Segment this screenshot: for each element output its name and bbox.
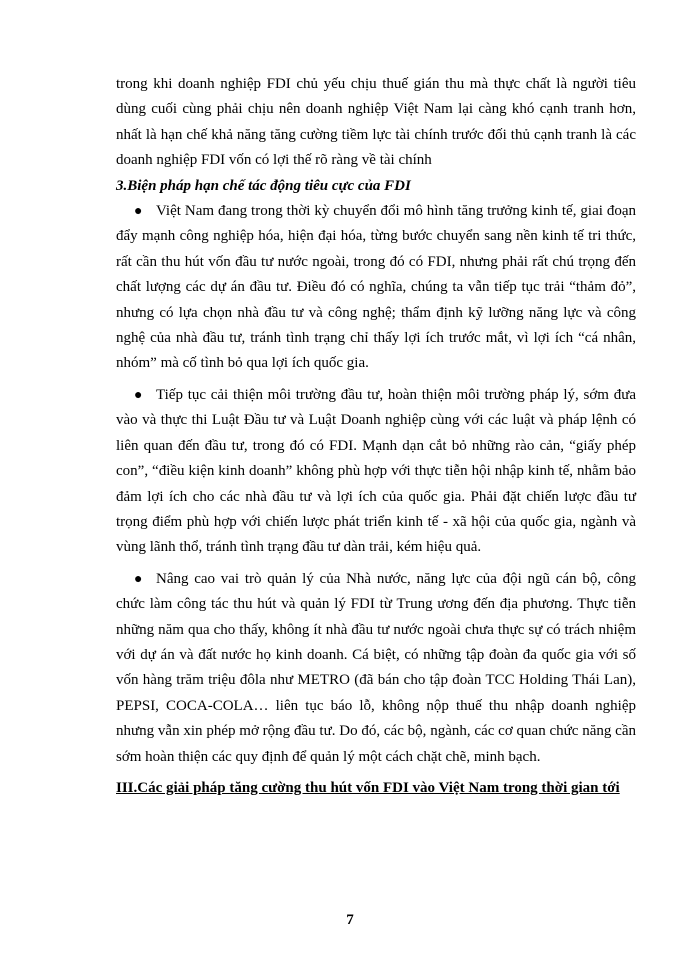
bullet-text: Tiếp tục cải thiện môi trường đầu tư, hoàn thiện môi trường pháp lý, sớm đưa vào và thực thi Luật Đầu tư và Luật Doanh nghiệp cùng với các luật và pháp lệnh có liên quan đến đầu tư, trong đó có FDI. Mạnh dạn cắt bỏ những rào cản, “giấy phép con”, “điều kiện kinh doanh” không phù hợp với thực tiễn hội nhập kinh tế, nhằm bảo đảm lợi ích cho các nhà đầu tư và lợi ích của quốc gia. Phải đặt chiến lược đầu tư trọng điểm phù hợp với chiến lược phát triển kinh tế - xã hội của quốc gia, ngành và vùng lãnh thổ, tránh tình trạng đầu tư dàn trải, kém hiệu quả. — [116, 386, 636, 556]
bullet-text: Nâng cao vai trò quản lý của Nhà nước, năng lực của đội ngũ cán bộ, công chức làm công tác thu hút và quản lý FDI từ Trung ương đến địa phương. Thực tiễn những năm qua cho thấy, không ít nhà đầu tư nước ngoài chưa thực sự có trách nhiệm với dự án và đất nước họ kinh doanh. Cá biệt, có những tập đoàn đa quốc gia với số vốn hàng trăm triệu đôla như METRO (đã bán cho tập đoàn TCC Holding Thái Lan), PEPSI, COCA-COLA… liên tục báo lỗ, không nộp thuế thu nhập doanh nghiệp nhưng vẫn xin phép mở rộng đầu tư. Do đó, các bộ, ngành, các cơ quan chức năng cần sớm hoàn thiện các quy định để quản lý một cách chặt chẽ, minh bạch. — [116, 570, 636, 765]
bullet-icon: ● — [134, 387, 143, 403]
bullet-icon: ● — [134, 204, 143, 220]
bullet-text: Việt Nam đang trong thời kỳ chuyển đổi mô hình tăng trưởng kinh tế, giai đoạn đẩy mạnh công nghiệp hóa, hiện đại hóa, từng bước chuyển sang nền kinh tế tri thức, rất cần thu hút vốn đầu tư nước ngoài, trong đó có FDI, nhưng phải rất chú trọng đến chất lượng các dự án đầu tư. Điều đó có nghĩa, chúng ta vẫn tiếp tục trải “thảm đỏ”, nhưng có lựa chọn nhà đầu tư và công nghệ; thẩm định kỹ lưỡng năng lực và công nghệ của nhà đầu tư, tránh tình trạng chỉ thấy lợi ích trước mắt, vì lợi ích “cá nhân, nhóm” mà cố tình bỏ qua lợi ích quốc gia. — [116, 203, 636, 372]
bullet-item-1 — [116, 199, 636, 377]
document-body — [116, 72, 636, 801]
bullet-icon: ● — [134, 571, 143, 587]
bullet-item-3 — [116, 567, 636, 770]
page-number: 7 — [346, 912, 354, 928]
section-heading: 3.Biện pháp hạn chế tác động tiêu cực của FDI — [116, 177, 411, 194]
bullet-item-2 — [116, 383, 636, 561]
section-heading-roman: III.Các giải pháp tăng cường thu hút vốn FDI vào Việt Nam trong thời gian tới — [116, 779, 620, 796]
intro-paragraph: trong khi doanh nghiệp FDI chủ yếu chịu thuế gián thu mà thực chất là người tiêu dùng cuối cùng phải chịu nên doanh nghiệp Việt Nam lại càng khó cạnh tranh hơn, nhất là hạn chế khả năng tăng cường tiềm lực tài chính trước đối thủ cạnh tranh là các doanh nghiệp FDI vốn có lợi thế rõ ràng về tài chính — [116, 76, 636, 169]
